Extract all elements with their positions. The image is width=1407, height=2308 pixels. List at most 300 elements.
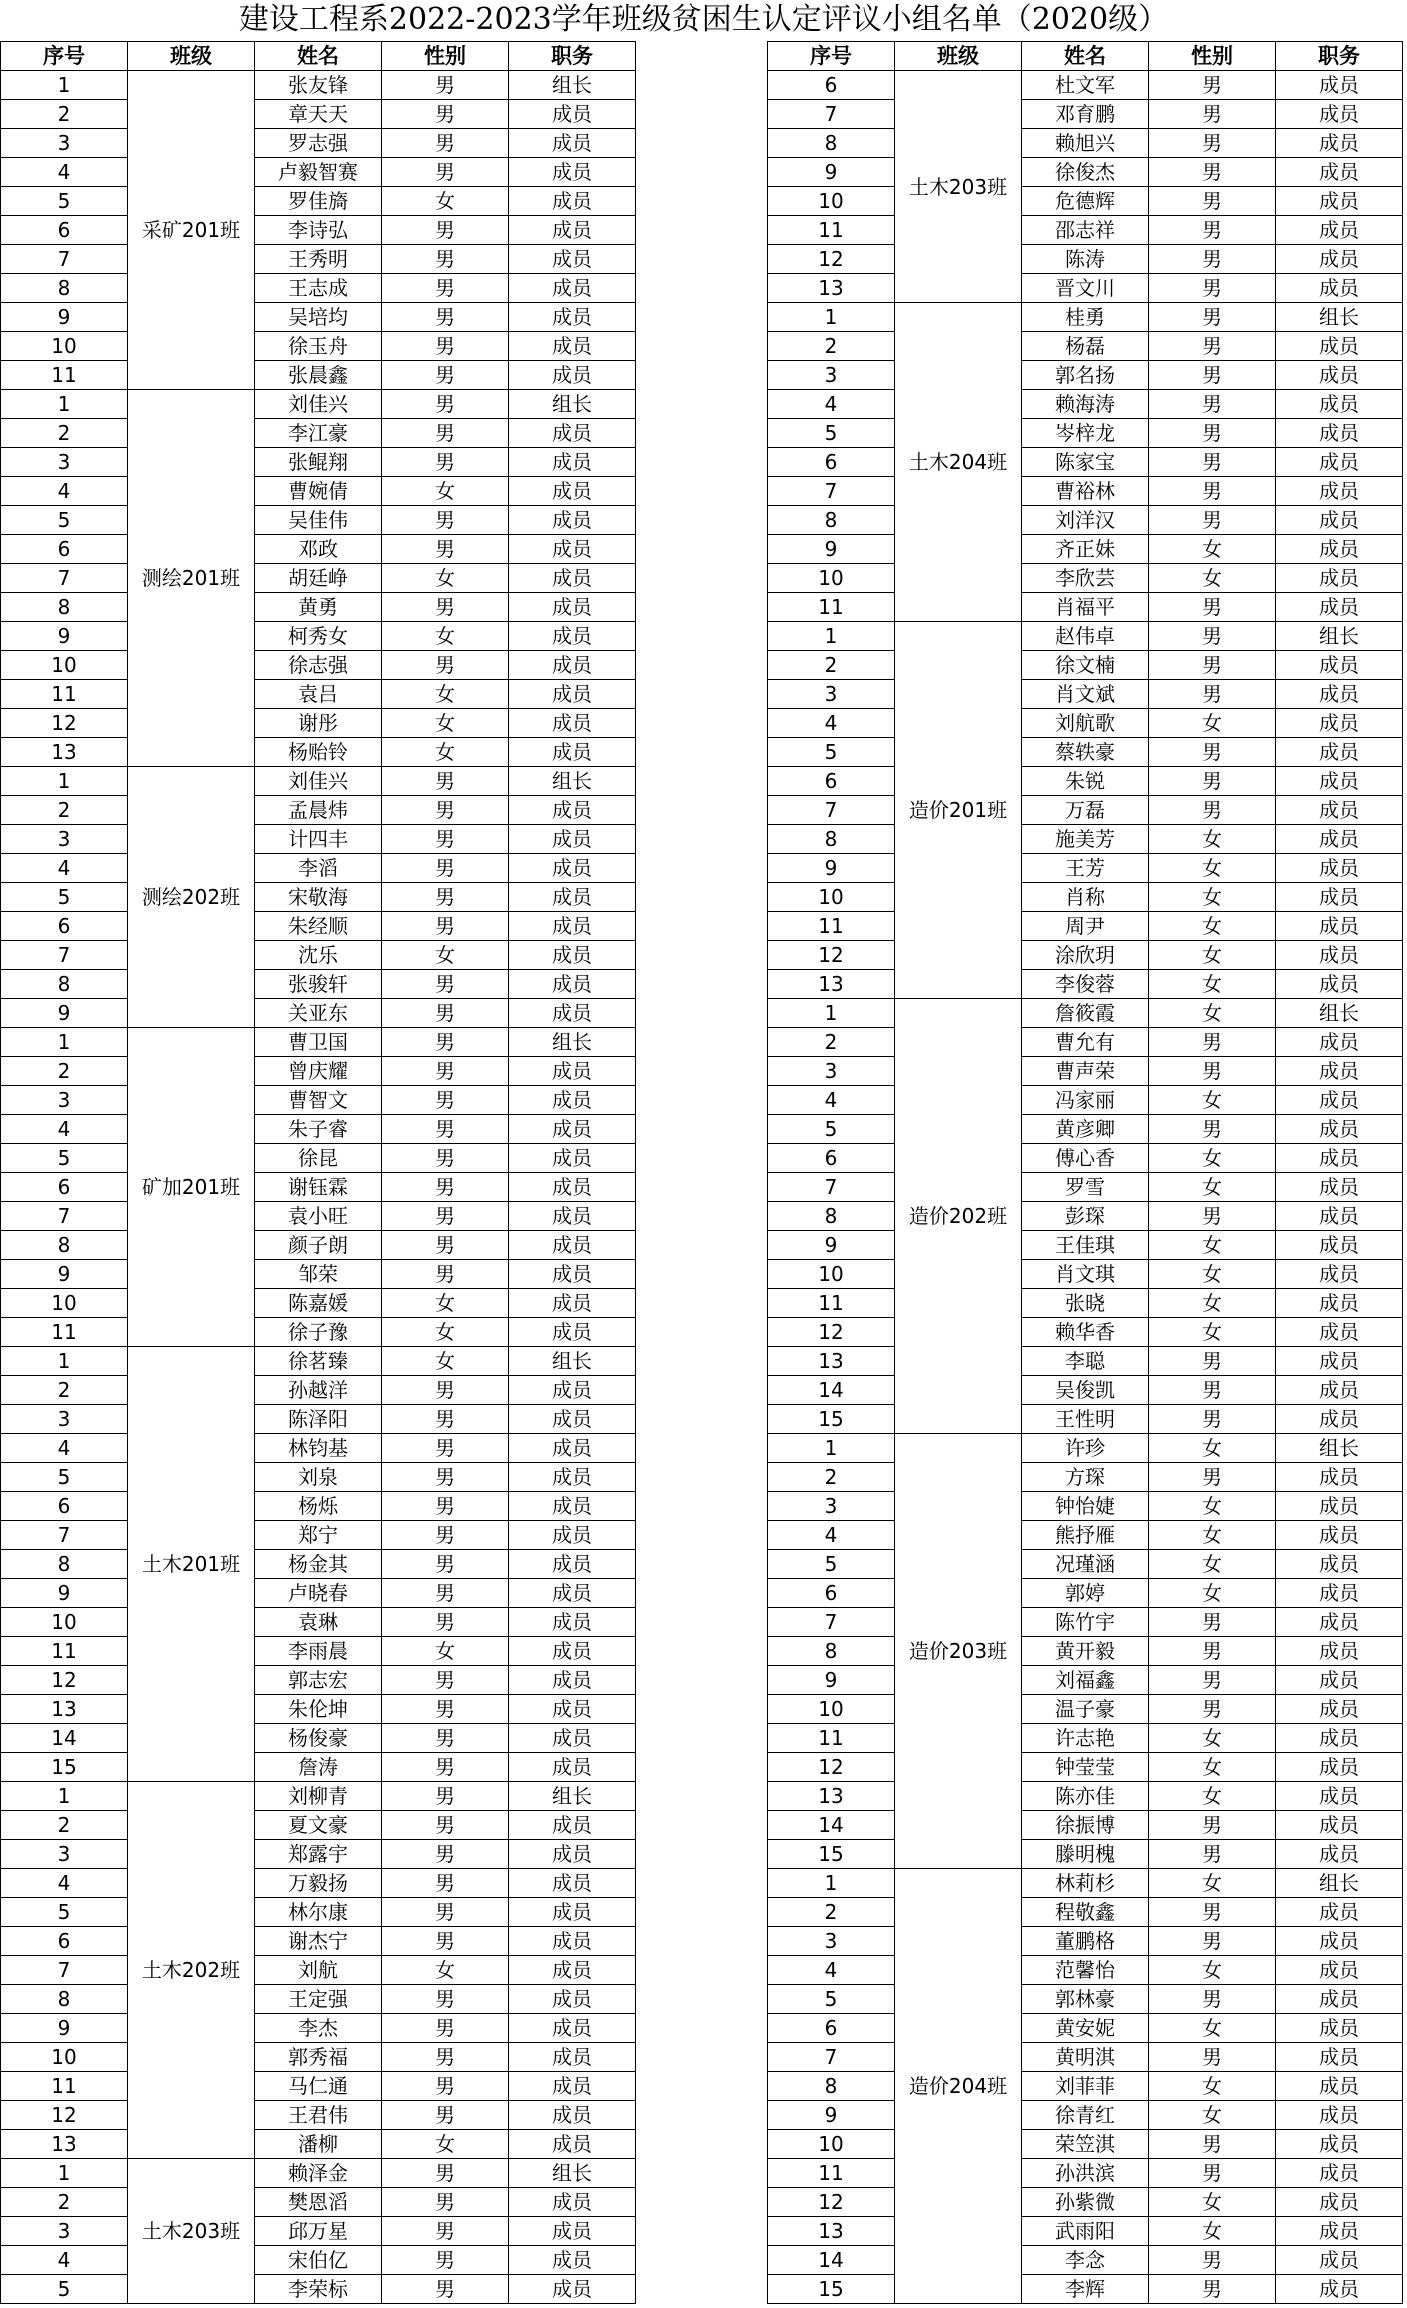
student-name: 邱万星: [255, 2217, 382, 2246]
row-index: 2: [1, 1057, 128, 1086]
table-row: [768, 1956, 1403, 1985]
student-role: 组长: [1276, 303, 1403, 332]
student-gender: 男: [382, 1405, 509, 1434]
table-row: [1, 854, 636, 883]
class-name: 土木204班: [895, 303, 1022, 622]
student-name: 钟怡婕: [1022, 1492, 1149, 1521]
student-gender: 女: [1149, 1173, 1276, 1202]
row-index: 15: [768, 1405, 895, 1434]
student-role: 成员: [1276, 274, 1403, 303]
student-role: 成员: [509, 1927, 636, 1956]
student-gender: 女: [382, 1956, 509, 1985]
row-index: 13: [768, 274, 895, 303]
table-row: [768, 245, 1403, 274]
row-index: 13: [1, 2130, 128, 2159]
row-index: 3: [768, 361, 895, 390]
table-row: [768, 651, 1403, 680]
row-index: 13: [1, 738, 128, 767]
student-gender: 男: [382, 274, 509, 303]
table-row: [768, 1724, 1403, 1753]
student-role: 成员: [1276, 1637, 1403, 1666]
table-row: [1, 738, 636, 767]
student-gender: 男: [1149, 1347, 1276, 1376]
student-gender: 女: [1149, 1869, 1276, 1898]
student-name: 邓政: [255, 535, 382, 564]
row-index: 9: [1, 622, 128, 651]
student-name: 曹裕林: [1022, 477, 1149, 506]
student-name: 赖旭兴: [1022, 129, 1149, 158]
student-name: 杨金其: [255, 1550, 382, 1579]
student-role: 成员: [1276, 1492, 1403, 1521]
table-row: [1, 1898, 636, 1927]
table-row: [768, 1492, 1403, 1521]
table-row: [1, 1608, 636, 1637]
student-role: 成员: [509, 825, 636, 854]
student-gender: 女: [1149, 1724, 1276, 1753]
student-role: 成员: [509, 941, 636, 970]
student-role: 成员: [509, 622, 636, 651]
student-name: 张晨鑫: [255, 361, 382, 390]
header-row: [768, 42, 1403, 71]
student-role: 成员: [1276, 796, 1403, 825]
table-row: [768, 941, 1403, 970]
student-gender: 男: [382, 1086, 509, 1115]
student-role: 成员: [1276, 1550, 1403, 1579]
student-gender: 男: [1149, 622, 1276, 651]
student-role: 组长: [509, 1782, 636, 1811]
class-name: 土木203班: [128, 2159, 255, 2304]
table-row: [1, 1144, 636, 1173]
row-index: 7: [1, 941, 128, 970]
student-role: 成员: [509, 2130, 636, 2159]
table-row: [1, 796, 636, 825]
student-name: 袁吕: [255, 680, 382, 709]
table-row: [1, 2275, 636, 2304]
row-index: 9: [1, 303, 128, 332]
student-name: 宋伯亿: [255, 2246, 382, 2275]
row-index: 10: [1, 332, 128, 361]
student-role: 成员: [509, 912, 636, 941]
table-row: [1, 332, 636, 361]
student-role: 成员: [509, 303, 636, 332]
student-role: 成员: [1276, 2043, 1403, 2072]
table-row: [768, 1753, 1403, 1782]
student-gender: 男: [382, 2217, 509, 2246]
student-name: 郭秀福: [255, 2043, 382, 2072]
row-index: 11: [768, 593, 895, 622]
student-name: 刘航歌: [1022, 709, 1149, 738]
student-role: 成员: [509, 245, 636, 274]
table-row: [1, 274, 636, 303]
table-row: [1, 419, 636, 448]
student-role: 成员: [1276, 1173, 1403, 1202]
table-row: [1, 1057, 636, 1086]
student-gender: 男: [382, 419, 509, 448]
student-name: 刘泉: [255, 1463, 382, 1492]
student-name: 吴俊凯: [1022, 1376, 1149, 1405]
table-row: [1, 2188, 636, 2217]
student-name: 况瑾涵: [1022, 1550, 1149, 1579]
student-role: 组长: [1276, 1869, 1403, 1898]
table-row: [1, 970, 636, 999]
table-row: [768, 999, 1403, 1028]
student-gender: 女: [1149, 1434, 1276, 1463]
row-index: 10: [768, 883, 895, 912]
student-gender: 女: [1149, 825, 1276, 854]
student-gender: 男: [1149, 303, 1276, 332]
student-name: 齐正妹: [1022, 535, 1149, 564]
student-name: 关亚东: [255, 999, 382, 1028]
student-gender: 男: [382, 1260, 509, 1289]
student-role: 成员: [509, 216, 636, 245]
row-index: 9: [768, 535, 895, 564]
row-index: 11: [768, 912, 895, 941]
student-role: 成员: [509, 796, 636, 825]
table-row: [768, 71, 1403, 100]
row-index: 3: [1, 1086, 128, 1115]
student-gender: 男: [1149, 100, 1276, 129]
row-index: 13: [768, 2217, 895, 2246]
row-index: 2: [768, 651, 895, 680]
table-row: [768, 1579, 1403, 1608]
table-row: [768, 1927, 1403, 1956]
row-index: 8: [1, 1550, 128, 1579]
student-gender: 男: [382, 2014, 509, 2043]
student-gender: 女: [1149, 2072, 1276, 2101]
student-gender: 女: [1149, 1086, 1276, 1115]
student-gender: 男: [382, 1985, 509, 2014]
student-gender: 男: [1149, 680, 1276, 709]
student-name: 黄安妮: [1022, 2014, 1149, 2043]
student-name: 郭志宏: [255, 1666, 382, 1695]
row-index: 1: [768, 622, 895, 651]
student-role: 成员: [1276, 1521, 1403, 1550]
student-gender: 男: [382, 1695, 509, 1724]
student-role: 成员: [509, 680, 636, 709]
table-row: [1, 2072, 636, 2101]
student-gender: 女: [382, 709, 509, 738]
student-name: 杨贻铃: [255, 738, 382, 767]
student-role: 成员: [1276, 2188, 1403, 2217]
table-row: [768, 1260, 1403, 1289]
student-role: 成员: [509, 1811, 636, 1840]
student-name: 李聪: [1022, 1347, 1149, 1376]
student-gender: 男: [1149, 1840, 1276, 1869]
table-row: [768, 1869, 1403, 1898]
class-name: 测绘201班: [128, 390, 255, 767]
row-index: 12: [768, 245, 895, 274]
row-index: 9: [768, 1231, 895, 1260]
table-row: [768, 1318, 1403, 1347]
student-gender: 男: [382, 2101, 509, 2130]
table-row: [1, 1492, 636, 1521]
student-role: 成员: [509, 2275, 636, 2304]
table-row: [768, 2159, 1403, 2188]
student-role: 成员: [1276, 1231, 1403, 1260]
table-row: [1, 187, 636, 216]
student-role: 成员: [1276, 419, 1403, 448]
row-index: 8: [768, 825, 895, 854]
student-gender: 女: [382, 680, 509, 709]
row-index: 11: [768, 2159, 895, 2188]
student-role: 成员: [509, 1434, 636, 1463]
student-gender: 男: [382, 1521, 509, 1550]
row-index: 10: [1, 1608, 128, 1637]
row-index: 6: [1, 1492, 128, 1521]
table-row: [1, 1376, 636, 1405]
student-gender: 男: [1149, 738, 1276, 767]
student-name: 朱锐: [1022, 767, 1149, 796]
student-role: 成员: [1276, 2159, 1403, 2188]
student-gender: 女: [1149, 1231, 1276, 1260]
row-index: 12: [768, 1753, 895, 1782]
student-gender: 男: [382, 2072, 509, 2101]
row-index: 12: [768, 941, 895, 970]
student-name: 刘洋汉: [1022, 506, 1149, 535]
table-row: [768, 2217, 1403, 2246]
student-name: 卢毅智赛: [255, 158, 382, 187]
table-row: [768, 2130, 1403, 2159]
row-index: 4: [768, 1956, 895, 1985]
row-index: 10: [1, 2043, 128, 2072]
student-role: 成员: [1276, 941, 1403, 970]
row-index: 10: [768, 2130, 895, 2159]
row-index: 1: [768, 303, 895, 332]
student-gender: 男: [382, 506, 509, 535]
table-row: [768, 2014, 1403, 2043]
student-gender: 女: [1149, 1318, 1276, 1347]
row-index: 12: [768, 2188, 895, 2217]
student-role: 成员: [509, 361, 636, 390]
student-name: 陈泽阳: [255, 1405, 382, 1434]
row-index: 9: [1, 1260, 128, 1289]
row-index: 5: [1, 2275, 128, 2304]
student-gender: 男: [1149, 361, 1276, 390]
class-name: 矿加201班: [128, 1028, 255, 1347]
row-index: 4: [768, 1086, 895, 1115]
row-index: 9: [768, 854, 895, 883]
row-index: 13: [768, 970, 895, 999]
row-index: 3: [1, 1840, 128, 1869]
table-row: [1, 912, 636, 941]
student-role: 成员: [1276, 738, 1403, 767]
student-name: 卢晓春: [255, 1579, 382, 1608]
row-index: 7: [1, 1521, 128, 1550]
row-index: 1: [1, 390, 128, 419]
row-index: 7: [1, 245, 128, 274]
student-gender: 男: [382, 100, 509, 129]
table-row: [768, 419, 1403, 448]
table-row: [768, 738, 1403, 767]
student-name: 郑露宇: [255, 1840, 382, 1869]
student-name: 李辉: [1022, 2275, 1149, 2304]
student-name: 徐玉舟: [255, 332, 382, 361]
student-gender: 男: [382, 999, 509, 1028]
student-gender: 女: [1149, 854, 1276, 883]
table-row: [768, 1782, 1403, 1811]
student-role: 成员: [1276, 1898, 1403, 1927]
student-name: 彭琛: [1022, 1202, 1149, 1231]
student-name: 徐俊杰: [1022, 158, 1149, 187]
student-gender: 女: [382, 738, 509, 767]
table-row: [1, 1260, 636, 1289]
table-row: [1, 158, 636, 187]
table-row: [1, 1666, 636, 1695]
student-role: 成员: [509, 1318, 636, 1347]
student-name: 沈乐: [255, 941, 382, 970]
table-row: [768, 1811, 1403, 1840]
table-row: [1, 2101, 636, 2130]
table-row: [768, 1144, 1403, 1173]
table-row: [768, 970, 1403, 999]
student-role: 成员: [509, 1956, 636, 1985]
class-name: 造价201班: [895, 622, 1022, 999]
row-index: 11: [1, 361, 128, 390]
table-row: [768, 1347, 1403, 1376]
student-gender: 男: [382, 1028, 509, 1057]
row-index: 8: [1, 274, 128, 303]
student-role: 成员: [509, 1753, 636, 1782]
table-row: [768, 622, 1403, 651]
table-row: [768, 709, 1403, 738]
student-gender: 女: [382, 187, 509, 216]
student-gender: 男: [382, 970, 509, 999]
student-gender: 男: [382, 1115, 509, 1144]
page-title: 建设工程系2022-2023学年班级贫困生认定评议小组名单（2020级）: [238, 2, 1169, 37]
table-row: [1, 1695, 636, 1724]
row-index: 9: [768, 1666, 895, 1695]
row-index: 3: [1, 448, 128, 477]
row-index: 12: [1, 1666, 128, 1695]
student-role: 成员: [509, 564, 636, 593]
student-gender: 男: [382, 1608, 509, 1637]
table-row: [768, 2072, 1403, 2101]
student-gender: 男: [1149, 2246, 1276, 2275]
student-role: 成员: [509, 1463, 636, 1492]
student-name: 荣笠淇: [1022, 2130, 1149, 2159]
student-name: 赖海涛: [1022, 390, 1149, 419]
row-index: 1: [768, 999, 895, 1028]
student-gender: 男: [382, 1579, 509, 1608]
student-gender: 男: [382, 535, 509, 564]
table-row: [1, 593, 636, 622]
student-gender: 男: [382, 1869, 509, 1898]
row-index: 14: [1, 1724, 128, 1753]
student-name: 赖泽金: [255, 2159, 382, 2188]
student-gender: 男: [1149, 216, 1276, 245]
student-name: 滕明槐: [1022, 1840, 1149, 1869]
row-index: 11: [768, 216, 895, 245]
row-index: 10: [768, 187, 895, 216]
student-role: 成员: [509, 1637, 636, 1666]
student-role: 成员: [1276, 593, 1403, 622]
table-row: [1, 535, 636, 564]
class-name: 采矿201班: [128, 71, 255, 390]
student-role: 成员: [509, 883, 636, 912]
student-gender: 男: [382, 767, 509, 796]
row-index: 1: [768, 1434, 895, 1463]
row-index: 13: [1, 1695, 128, 1724]
student-role: 成员: [1276, 71, 1403, 100]
table-row: [1, 1782, 636, 1811]
student-gender: 男: [1149, 1028, 1276, 1057]
row-index: 3: [768, 1927, 895, 1956]
student-name: 曹声荣: [1022, 1057, 1149, 1086]
student-name: 朱伦坤: [255, 1695, 382, 1724]
student-role: 成员: [509, 1608, 636, 1637]
student-gender: 男: [1149, 796, 1276, 825]
row-index: 5: [768, 1550, 895, 1579]
student-gender: 女: [382, 477, 509, 506]
student-gender: 女: [382, 622, 509, 651]
student-name: 危德辉: [1022, 187, 1149, 216]
row-index: 8: [768, 1637, 895, 1666]
student-role: 成员: [509, 100, 636, 129]
student-role: 成员: [1276, 1144, 1403, 1173]
student-gender: 女: [1149, 564, 1276, 593]
student-role: 成员: [509, 2246, 636, 2275]
row-index: 4: [1, 477, 128, 506]
student-gender: 男: [1149, 2275, 1276, 2304]
student-gender: 男: [382, 1811, 509, 1840]
student-name: 罗雪: [1022, 1173, 1149, 1202]
row-index: 15: [768, 2275, 895, 2304]
student-gender: 男: [1149, 1057, 1276, 1086]
student-gender: 男: [1149, 2043, 1276, 2072]
student-name: 李江豪: [255, 419, 382, 448]
student-name: 黄勇: [255, 593, 382, 622]
student-name: 杨俊豪: [255, 1724, 382, 1753]
student-gender: 男: [1149, 1405, 1276, 1434]
header-role: 职务: [1276, 42, 1403, 71]
header-class: 班级: [128, 42, 255, 71]
student-name: 孟晨炜: [255, 796, 382, 825]
class-name: 造价203班: [895, 1434, 1022, 1869]
student-name: 刘柳青: [255, 1782, 382, 1811]
student-role: 成员: [509, 1144, 636, 1173]
student-name: 王性明: [1022, 1405, 1149, 1434]
student-name: 谢杰宁: [255, 1927, 382, 1956]
student-role: 成员: [1276, 1840, 1403, 1869]
student-role: 成员: [509, 854, 636, 883]
student-gender: 男: [382, 71, 509, 100]
student-role: 成员: [1276, 2217, 1403, 2246]
table-row: [768, 1231, 1403, 1260]
student-role: 组长: [509, 390, 636, 419]
table-row: [1, 2246, 636, 2275]
table-row: [1, 2014, 636, 2043]
row-index: 5: [1, 1144, 128, 1173]
row-index: 2: [1, 796, 128, 825]
student-gender: 男: [1149, 129, 1276, 158]
row-index: 4: [1, 1869, 128, 1898]
table-row: [768, 1550, 1403, 1579]
row-index: 12: [768, 1318, 895, 1347]
row-index: 7: [768, 477, 895, 506]
row-index: 5: [768, 738, 895, 767]
header-gender: 性别: [1149, 42, 1276, 71]
row-index: 1: [1, 1347, 128, 1376]
row-index: 6: [768, 767, 895, 796]
table-row: [1, 245, 636, 274]
row-index: 7: [768, 796, 895, 825]
student-role: 成员: [1276, 651, 1403, 680]
row-index: 5: [1, 506, 128, 535]
student-gender: 男: [1149, 71, 1276, 100]
student-name: 郑宁: [255, 1521, 382, 1550]
student-gender: 男: [1149, 2130, 1276, 2159]
student-role: 成员: [509, 1695, 636, 1724]
